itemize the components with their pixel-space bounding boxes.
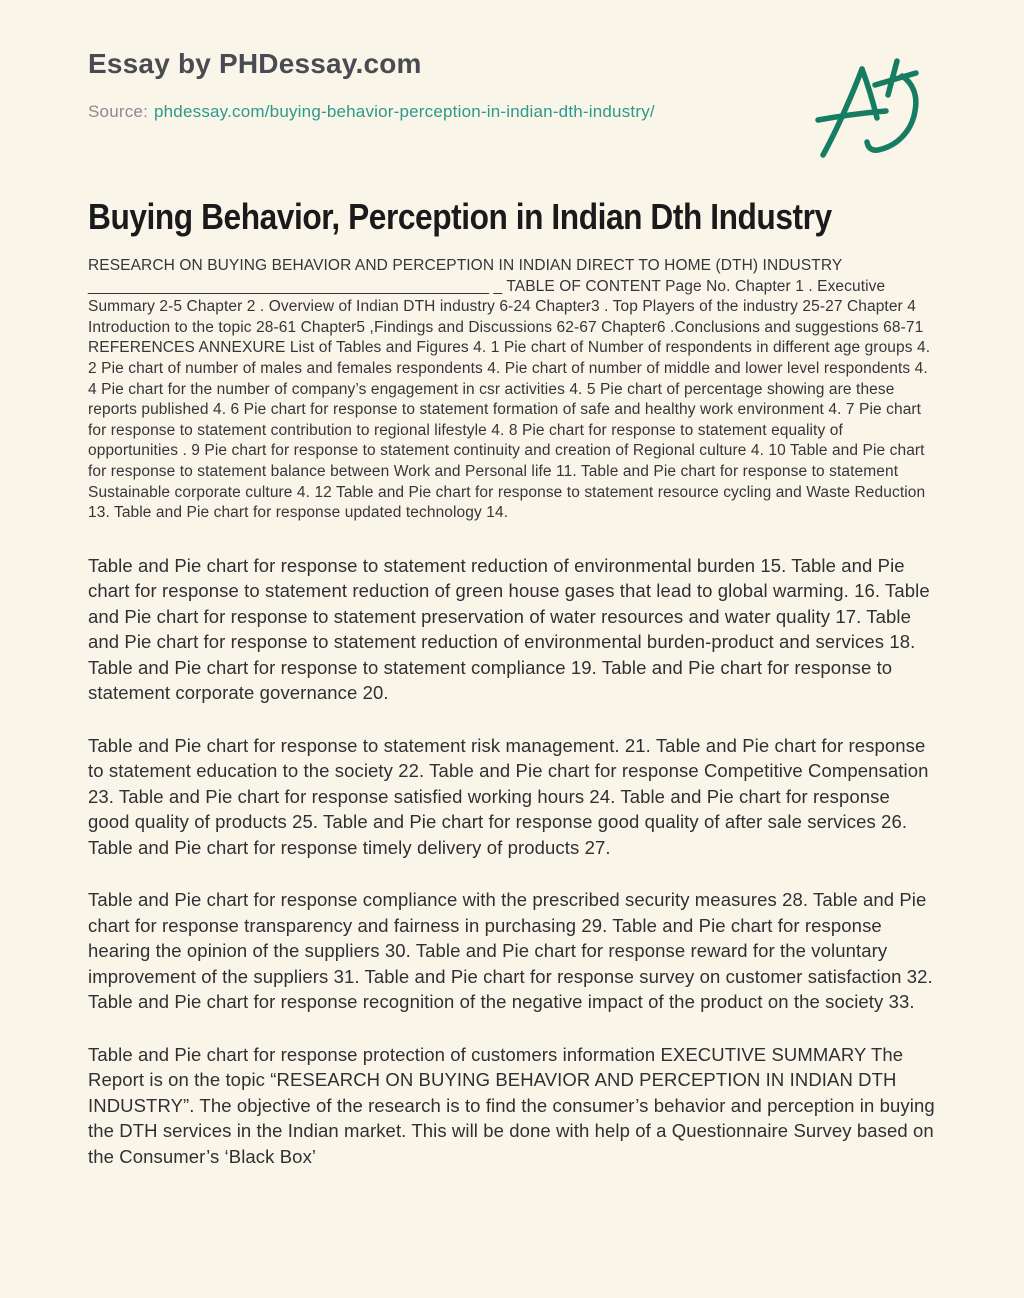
source-label: Source: <box>88 102 148 121</box>
essay-paragraph: Table and Pie chart for response protection of customers information EXECUTIVE SUMMARY The Report is on the topic “RESEARCH ON BUYING BEHAVIOR AND PERCEPTION IN INDIAN DTH INDUSTRY”. The objective of the research is to find the consumer’s behavior and perception in buying the DTH services in the Indian market. This will be done with help of a Questionnaire Survey based on the Consumer’s ‘Black Box’ <box>88 1043 935 1167</box>
essay-paragraph: Table and Pie chart for response compliance with the prescribed security measures 28. Table and Pie chart for response transparency and fairness in purchasing 29. Table and Pie chart for response hearing the opinion of the suppliers 30. Table and Pie chart for response reward for the voluntary improvement of the suppliers 31. Table and Pie chart for response survey on customer satisfaction 32. Table and Pie chart for response recognition of the negative impact of the product on the society 33. <box>88 889 933 1013</box>
essay-paragraph: Table and Pie chart for response to statement reduction of environmental burden 15. Table and Pie chart for response to statement reduction of green house gases that lead to global warming. 16. Table and Pie chart for response to statement preservation of water resources and water quality 17. Table and Pie chart for response to statement reduction of environmental burden-product and services 18. Table and Pie chart for response to statement compliance 19. Table and Pie chart for response to statement corporate governance 20. <box>88 554 930 704</box>
source-line <box>88 102 936 122</box>
essay-title: Buying Behavior, Perception in Indian Dth Industry <box>88 196 832 237</box>
essay-paragraph: RESEARCH ON BUYING BEHAVIOR AND PERCEPTION IN INDIAN DIRECT TO HOME (DTH) INDUSTRY ______________________________________________ _ TABLE OF CONTENT Page No. Chapter 1 . Executive Summary 2-5 Chapter 2 . Overview of Indian DTH industry 6-24 Chapter3 . Top Players of the industry 25-27 Chapter 4 Introduction to the topic 28-61 Chapter5 ,Findings and Discussions 62-67 Chapter6 .Conclusions and suggestions 68-71 REFERENCES ANNEXURE List of Tables and Figures 4. 1 Pie chart of Number of respondents in different age groups 4. 2 Pie chart of number of males and females respondents 4. Pie chart of number of middle and lower level respondents 4. 4 Pie chart for the number of company’s engagement in csr activities 4. 5 Pie chart of percentage showing are these reports published 4. 6 Pie chart for response to statement formation of safe and healthy work environment 4. 7 Pie chart for response to statement contribution to regional lifestyle 4. 8 Pie chart for response to statement equality of opportunities . 9 Pie chart for response to statement continuity and creation of Regional culture 4. 10 Table and Pie chart for response to statement balance between Work and Personal life 11. Table and Pie chart for response to statement Sustainable corporate culture 4. 12 Table and Pie chart for response to statement resource cycling and Waste Reduction 13. Table and Pie chart for response updated technology 14. <box>88 257 931 522</box>
phdessay-aplus-logo-icon <box>812 56 962 178</box>
header-left <box>88 48 936 122</box>
essay-body <box>88 256 936 1169</box>
source-url-link[interactable]: phdessay.com/buying-behavior-perception-in-indian-dth-industry/ <box>154 102 655 121</box>
site-title: Essay by PHDessay.com <box>88 48 422 79</box>
page-header <box>88 48 936 176</box>
essay-paragraph: Table and Pie chart for response to statement risk management. 21. Table and Pie chart for response to statement education to the society 22. Table and Pie chart for response Competitive Compensation 23. Table and Pie chart for response satisfied working hours 24. Table and Pie chart for response good quality of products 25. Table and Pie chart for response good quality of after sale services 26. Table and Pie chart for response timely delivery of products 27. <box>88 734 929 858</box>
